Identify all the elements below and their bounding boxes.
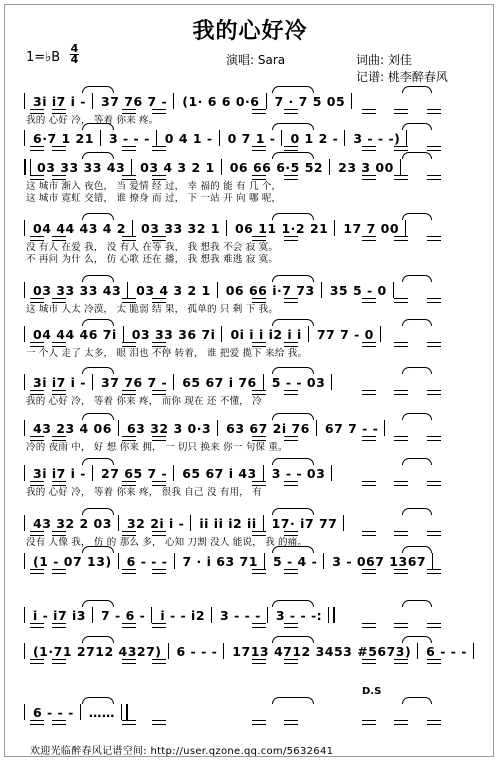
key-signature: 1=♭B xyxy=(26,50,61,65)
slur-arc xyxy=(272,213,314,220)
slur-arc xyxy=(272,508,314,515)
barline xyxy=(80,704,83,720)
barline xyxy=(331,374,334,390)
notation-line xyxy=(22,551,478,569)
notation-line xyxy=(22,463,478,481)
barline xyxy=(174,553,177,569)
slur-arc xyxy=(272,697,314,704)
slur-arc xyxy=(402,546,432,553)
lyric-line: 一 个人 走了 太多， 眼 泪也 不停 转着， 谁 把爱 揽下 来给 我。 xyxy=(26,348,308,359)
barline xyxy=(263,465,266,481)
barline xyxy=(131,159,134,175)
slur-arc xyxy=(82,636,114,643)
score-system xyxy=(22,551,478,575)
slur-arc xyxy=(402,152,432,159)
beam-lines xyxy=(22,342,478,348)
measure: 03 33 33 43 xyxy=(37,160,126,175)
beam-lines xyxy=(22,390,478,396)
score-system xyxy=(22,605,478,629)
measure: 43 23 4 06 xyxy=(33,421,112,436)
slur-arc xyxy=(272,319,314,326)
barline xyxy=(264,553,267,569)
measure: 7 - 6 - xyxy=(101,608,146,623)
lyric-line: 这 城市 霓虹 交错， 谁 撩身 而 过， 下 一站 开 向 哪 呢， xyxy=(26,193,282,204)
barline xyxy=(173,374,176,390)
barline xyxy=(331,465,334,481)
song-title: 我的心好冷 xyxy=(192,19,308,44)
barline xyxy=(24,159,31,175)
measure: 06 11 1·2 21 xyxy=(234,221,329,236)
beam-lines xyxy=(22,623,478,629)
measure: 0 7 1 - xyxy=(227,131,276,146)
measure: ii ii i2 ii xyxy=(199,516,257,531)
singer-credit: 演唱: Sara xyxy=(226,53,286,67)
barline xyxy=(263,374,266,390)
slur-arc xyxy=(82,275,114,282)
slur-arc xyxy=(402,600,432,607)
beam-lines xyxy=(22,109,478,115)
score-system xyxy=(22,372,478,408)
barline xyxy=(24,465,27,481)
measure: 1713 4712 3453 #5673) xyxy=(232,644,412,659)
beam-lines xyxy=(22,720,478,726)
measure: 3 - - - xyxy=(220,608,261,623)
ds-marking: D.S xyxy=(362,686,382,697)
barline xyxy=(334,220,337,236)
barline xyxy=(343,515,346,531)
barline xyxy=(92,465,95,481)
slur-arc xyxy=(402,508,432,515)
beam-lines xyxy=(22,298,478,304)
barline xyxy=(473,643,476,659)
notation-line xyxy=(22,641,478,659)
measure: 03 33 33 43 xyxy=(33,283,122,298)
measure: 03 33 36 7i xyxy=(131,327,216,342)
measure: i - - i2 xyxy=(160,608,206,623)
slur-arc xyxy=(82,123,114,130)
barline xyxy=(329,159,332,175)
transcriber-credit: 记谱: 桃李醉春风 xyxy=(356,70,448,84)
barline xyxy=(281,130,284,146)
notation-line xyxy=(22,372,478,390)
measure: 65 67 i 43 xyxy=(182,466,257,481)
notation-line xyxy=(22,324,478,342)
notation-line xyxy=(22,157,478,175)
barline xyxy=(226,220,229,236)
slur-arc xyxy=(402,697,432,704)
barline xyxy=(92,93,95,109)
slur-arc xyxy=(402,86,432,93)
measure: 3i i7 i - xyxy=(33,466,86,481)
slur-arc xyxy=(82,367,114,374)
notation-line xyxy=(22,218,478,236)
measure: 03 33 32 1 xyxy=(141,221,220,236)
score-system xyxy=(22,418,478,454)
slur-arc xyxy=(82,319,114,326)
measure: 03 4 3 2 1 xyxy=(140,160,215,175)
barline xyxy=(24,643,27,659)
measure: 06 66 i·7 73 xyxy=(225,283,315,298)
measure: i - i7 i3 xyxy=(33,608,86,623)
barline xyxy=(223,643,226,659)
measure: 04 44 43 4 2 xyxy=(33,221,126,236)
lyric-line: 没有 人像 我， 仿 的 那么 多， 心知 刀割 没人 能说， 我 的痛。 xyxy=(26,537,308,548)
score-system xyxy=(22,157,478,205)
barline xyxy=(380,326,383,342)
barline xyxy=(321,282,324,298)
measure: 3 - - -) xyxy=(353,131,401,146)
measure: 3i i7 i - xyxy=(33,94,86,109)
slur-arc xyxy=(402,636,432,643)
lyric-line: 不 再问 为什 么， 仿 心歌 还在 播， 我 想我 难逃 寂 寞。 xyxy=(26,254,279,265)
measure: 65 67 i 76 xyxy=(182,375,257,390)
barline xyxy=(118,515,121,531)
measure: 63 67 2i 76 xyxy=(226,421,310,436)
score-system xyxy=(22,702,478,726)
barline xyxy=(24,374,27,390)
barline xyxy=(123,326,126,342)
measure: 3i i7 i - xyxy=(33,375,86,390)
barline xyxy=(417,643,420,659)
barline xyxy=(344,130,347,146)
barline xyxy=(323,553,326,569)
slur-arc xyxy=(272,546,314,553)
barline xyxy=(217,282,220,298)
measure: 23 3 00 xyxy=(338,160,394,175)
measure: 0 4 1 - xyxy=(164,131,213,146)
slur-arc xyxy=(82,546,114,553)
slur-arc xyxy=(402,367,432,374)
slur-arc xyxy=(272,458,314,465)
barline xyxy=(384,420,387,436)
notation-line xyxy=(22,418,478,436)
barline xyxy=(432,553,435,569)
slur-arc xyxy=(272,636,314,643)
barline xyxy=(267,607,270,623)
notation-line xyxy=(22,91,478,109)
slur-arc xyxy=(82,152,114,159)
barline xyxy=(173,93,176,109)
beam-lines xyxy=(22,569,478,575)
measure: 7 · 7 5 05 xyxy=(274,94,346,109)
measure: 17 7 00 xyxy=(343,221,400,236)
barline xyxy=(173,465,176,481)
measure: 3 - - -: xyxy=(275,608,323,623)
barline xyxy=(190,515,193,531)
slur-arc xyxy=(272,367,314,374)
barline xyxy=(406,130,409,146)
measure: 6 - - - xyxy=(176,644,218,659)
barline xyxy=(263,515,266,531)
barline xyxy=(24,607,27,623)
notation-line xyxy=(22,128,478,146)
measure: 37 76 7 - xyxy=(101,94,168,109)
slur-arc xyxy=(272,275,314,282)
measure: 6 - - - xyxy=(426,644,467,659)
beam-lines xyxy=(22,236,478,242)
barline xyxy=(219,130,222,146)
slur-arc xyxy=(402,413,432,420)
barline xyxy=(92,607,95,623)
barline xyxy=(24,93,27,109)
measure: 32 2i i - xyxy=(126,516,185,531)
beam-lines xyxy=(22,481,478,487)
barline xyxy=(24,515,27,531)
beam-lines xyxy=(22,659,478,665)
measure: 5 - 4 - xyxy=(272,554,318,569)
time-signature: 4 4 xyxy=(70,42,79,66)
measure: 0 1 2 - xyxy=(290,131,339,146)
lyric-line: 这 城市 渐入 夜色， 当 爱情 经 过， 幸 福的 能 有 几 个， xyxy=(26,181,282,192)
measure: 04 44 46 7i xyxy=(33,327,117,342)
slur-arc xyxy=(82,600,114,607)
slur-arc xyxy=(82,213,114,220)
barline xyxy=(217,420,220,436)
measure: 3 - - 03 xyxy=(271,466,326,481)
slur-arc xyxy=(272,123,314,130)
lyric-line: 这 城市 人太 冷漠， 太 脆弱 结 果， 孤单的 只 剩 下 我。 xyxy=(26,304,279,315)
measure: 6 - - - xyxy=(126,554,168,569)
barline xyxy=(351,93,354,109)
slur-arc xyxy=(402,458,432,465)
slur-arc xyxy=(82,413,114,420)
footer-note: 欢迎光临醉春风记谱空间: http://user.qzone.qq.com/5632641 xyxy=(30,746,334,757)
measure: 17· i7 77 xyxy=(271,516,338,531)
lyricist-credit: 词曲: 刘佳 xyxy=(356,53,412,67)
measure: 37 76 7 - xyxy=(101,375,168,390)
measure: 0i i i i2 i i xyxy=(230,327,302,342)
barline xyxy=(24,553,27,569)
barline xyxy=(393,282,396,298)
measure: 77 7 - 0 xyxy=(316,327,374,342)
slur-arc xyxy=(82,508,114,515)
slur-arc xyxy=(272,152,314,159)
barline xyxy=(400,159,403,175)
barline xyxy=(24,130,27,146)
barline xyxy=(221,159,224,175)
score-system xyxy=(22,513,478,549)
beam-lines xyxy=(22,531,478,537)
slur-arc xyxy=(402,275,432,282)
barline xyxy=(24,220,27,236)
measure: 63 32 3 0·3 xyxy=(126,421,212,436)
barline xyxy=(24,704,27,720)
score-system xyxy=(22,91,478,127)
measure: 6·7 1 21 xyxy=(33,131,94,146)
barline xyxy=(118,553,121,569)
notation-line xyxy=(22,605,478,623)
barline xyxy=(24,282,27,298)
beam-lines xyxy=(22,436,478,442)
barline xyxy=(168,643,171,659)
lyric-line: 我的 心好 冷， 等着 你来 疼。 xyxy=(26,115,159,126)
barline xyxy=(156,130,159,146)
barline xyxy=(266,93,269,109)
slur-arc xyxy=(82,458,114,465)
measure: 3 - 067 1367 xyxy=(332,554,427,569)
barline xyxy=(121,704,128,720)
barline xyxy=(24,420,27,436)
measure: (1 - 07 13) xyxy=(33,554,112,569)
measure: 03 4 3 2 1 xyxy=(136,283,211,298)
slur-arc xyxy=(272,413,314,420)
barline xyxy=(118,420,121,436)
barline xyxy=(405,220,408,236)
lyric-line: 我的 心好 冷， 等着 你来 疼， 很我 自己 没 有用， 有 xyxy=(26,487,262,498)
barline xyxy=(211,607,214,623)
slur-arc xyxy=(402,123,432,130)
slur-arc xyxy=(272,86,314,93)
beam-lines xyxy=(22,175,478,181)
measure: 06 66 6·5 52 xyxy=(229,160,324,175)
slur-arc xyxy=(82,86,114,93)
score-system xyxy=(22,218,478,266)
barline xyxy=(221,326,224,342)
score-system xyxy=(22,641,478,665)
measure: 6 - - - xyxy=(33,705,74,720)
measure: 7 · i 63 71 xyxy=(182,554,258,569)
measure: 27 65 7 - xyxy=(101,466,168,481)
slur-arc xyxy=(402,319,432,326)
measure: …… xyxy=(88,705,115,720)
lyric-line: 冷的 夜雨 中， 好 想 你来 拥， 一 切只 换来 你一 句保 重。 xyxy=(26,442,288,453)
barline xyxy=(24,326,27,342)
measure: 67 7 - - xyxy=(324,421,379,436)
lyric-line: 没 有人 在爱 我， 没 有人 在等 我， 我 想我 不会 寂 寞。 xyxy=(26,242,279,253)
measure: (1·71 2712 4327) xyxy=(32,644,162,659)
barline xyxy=(328,607,335,623)
barline xyxy=(151,607,154,623)
barline xyxy=(100,130,103,146)
score-system xyxy=(22,324,478,360)
slur-arc xyxy=(272,600,314,607)
slur-arc xyxy=(82,697,114,704)
lyric-line: 我的 心好 冷， 等着 你来 疼， 而你 现在 还 不懂， 冷 xyxy=(26,396,262,407)
measure: 35 5 - 0 xyxy=(329,283,387,298)
barline xyxy=(132,220,135,236)
score-system xyxy=(22,128,478,152)
measure: 5 - - 03 xyxy=(271,375,326,390)
barline xyxy=(127,282,130,298)
measure: 3 - - - xyxy=(108,131,150,146)
measure: (1· 6 6 0·6 xyxy=(182,94,260,109)
measure: 43 32 2 03 xyxy=(33,516,112,531)
notation-line xyxy=(22,280,478,298)
score-system xyxy=(22,463,478,499)
barline xyxy=(92,374,95,390)
slur-arc xyxy=(402,213,432,220)
barline xyxy=(308,326,311,342)
barline xyxy=(316,420,319,436)
notation-line xyxy=(22,513,478,531)
score-system xyxy=(22,280,478,316)
notation-line xyxy=(22,702,478,720)
